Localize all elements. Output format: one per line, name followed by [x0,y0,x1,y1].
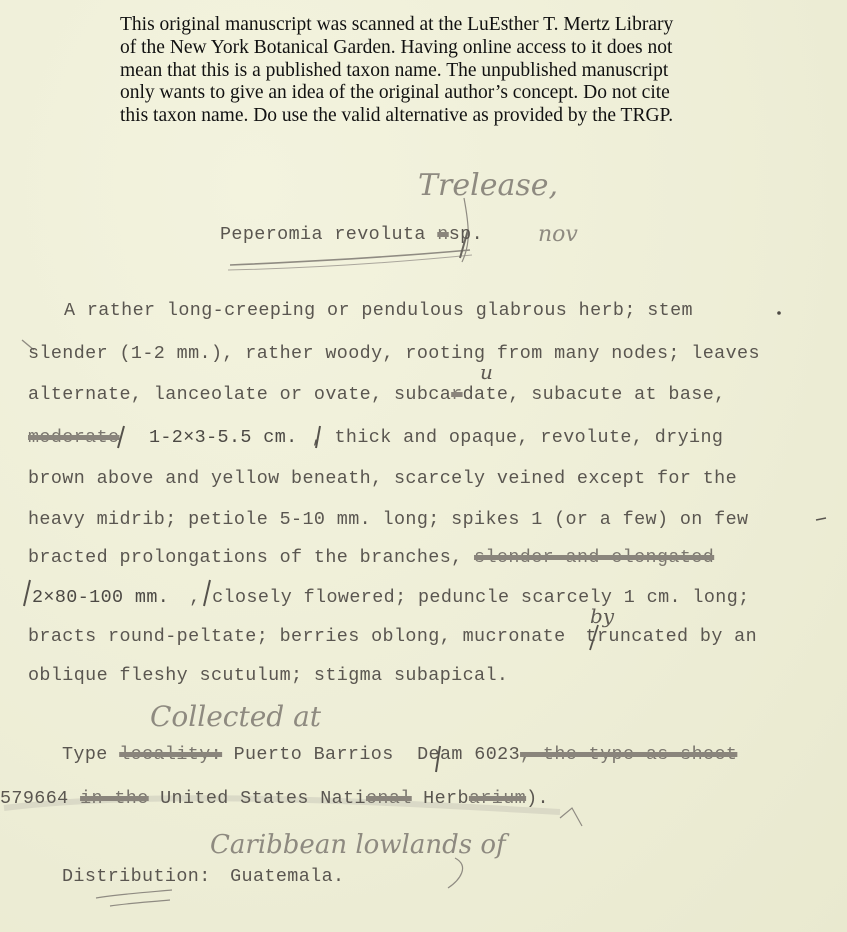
spike-dimensions: 2×80-100 mm. [32,587,170,608]
struck-in-the: in the [80,788,149,809]
annotation-caribbean: Caribbean lowlands of [210,830,506,860]
species-title [220,224,483,245]
notice-line: of the New York Botanical Garden. Having online access to it does not [120,36,673,58]
line7-struck: slender and elongated [474,547,715,568]
type-line-1 [62,744,737,765]
struck-letter: n [437,224,449,245]
sheet-number: 579664 [0,788,69,809]
description-line-10: oblique fleshy scutulum; stigma subapical. [28,665,509,686]
line3-struck: r [451,384,463,405]
distribution-label: Distribution: [62,866,211,887]
line8-text: , closely flowered; peduncle scarcely 1 cm. long; [189,587,750,608]
description-line-7 [28,547,714,568]
line4-text: , thick and opaque, revolute, drying [311,427,724,448]
distribution-line [62,866,344,887]
description-line-9 [28,626,757,647]
species-name: Peperomia revoluta [220,224,426,245]
annotation-collected-at: Collected at [150,700,322,733]
notice-line: mean that this is a published taxon name. The unpublished manuscript [120,59,669,81]
struck-sheet: , the type as sheet [520,744,738,765]
annotation-nov: nov [538,222,578,247]
description-line-4 [28,427,723,448]
type-line-2 [0,788,549,809]
description-line-5: brown above and yellow beneath, scarcely veined except for the [28,468,738,489]
notice-line: this taxon name. Do use the valid alternative as provided by the TRGP. [120,105,674,127]
description-line-8 [28,587,750,608]
description-line-6: heavy midrib; petiole 5-10 mm. long; spikes 1 (or a few) on few [28,509,749,530]
description-line-1: A rather long-creeping or pendulous glabrous herb; stem [64,300,693,321]
line7-text: bracted prolongations of the branches, [28,547,475,568]
type-place: Puerto Barrios [233,744,394,765]
notice-line: This original manuscript was scanned at the LuEsther T. Mertz Library [120,14,674,35]
line9-text-a: bracts round-peltate; berries oblong, mucronate [28,626,566,647]
description-line-3 [28,384,726,405]
type-label: Type [62,744,108,765]
type-close: ). [526,788,549,809]
herbarium-text-a: United States Nati [160,788,366,809]
line9-text-b: truncated by an [585,626,758,647]
line3-text-b: date, subacute at base, [462,384,726,405]
distribution-value: Guatemala. [230,866,345,887]
struck-locality: locality: [119,744,223,765]
annotation-u: u [480,360,493,384]
annotation-by: by [590,604,615,628]
herbarium-text-b: Herb [411,788,469,809]
leaf-dimensions: 1-2×3-5.5 cm. [148,427,298,448]
line4-struck: moderate [28,427,120,448]
description-line-2: slender (1-2 mm.), rather woody, rooting from many nodes; leaves [28,343,760,364]
line3-text-a: alternate, lanceolate or ovate, subca [28,384,452,405]
notice-line: only wants to give an idea of the original author’s concept. Do not cite [120,82,670,104]
struck-onal: onal [365,788,412,809]
rank: sp. [448,224,484,245]
struck-arium: arium [468,788,527,809]
annotation-release: Trelease, [418,168,559,203]
type-collection: Deam 6023 [417,744,521,765]
